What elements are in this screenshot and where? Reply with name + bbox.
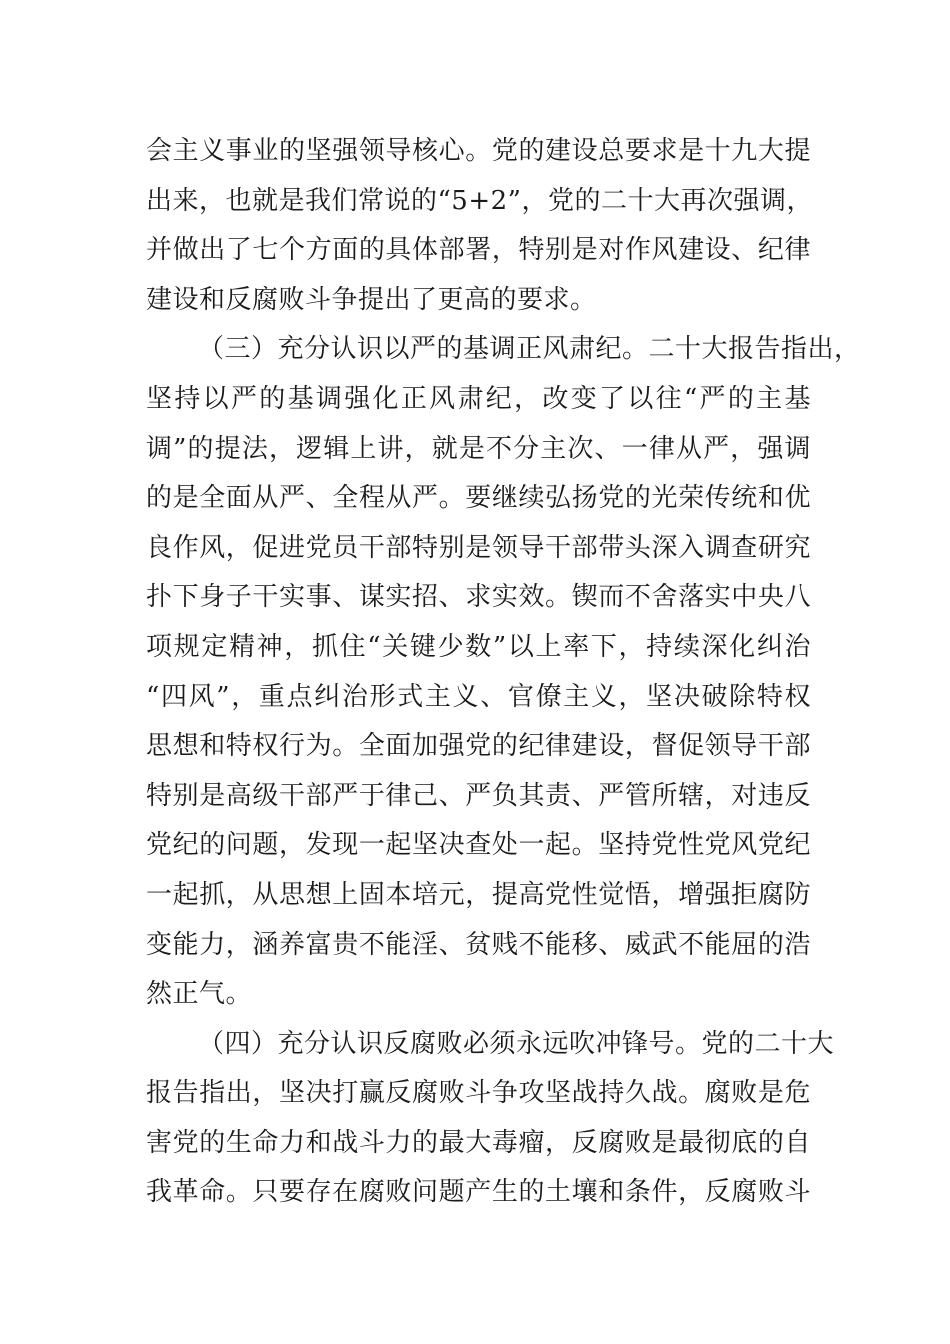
text-line: 党纪的问题，发现一起坚决查处一起。坚持党性党风党纪	[146, 830, 811, 861]
text-line: （四）充分认识反腐败必须永远吹冲锋号。党的二十大	[198, 1028, 835, 1059]
text-line: 扑下身子干实事、谋实招、求实效。锲而不舍落实中央八	[146, 582, 811, 613]
text-line: （三）充分认识以严的基调正风肃纪。二十大报告指出，	[198, 334, 861, 365]
text-line: 良作风，促进党员干部特别是领导干部带头深入调查研究	[146, 532, 811, 563]
document-body	[146, 127, 861, 1218]
text-line: 特别是高级干部严于律己、严负其责、严管所辖，对违反	[146, 780, 811, 811]
text-line: 变能力，涵养富贵不能淫、贫贱不能移、威武不能屈的浩	[146, 929, 811, 960]
text-line: 坚持以严的基调强化正风肃纪，改变了以往“严的主基	[146, 383, 811, 414]
text-line: 报告指出，坚决打赢反腐败斗争攻坚战持久战。腐败是危	[146, 1078, 811, 1109]
text-line: 调”的提法，逻辑上讲，就是不分主次、一律从严，强调	[146, 433, 811, 464]
text-line: 项规定精神，抓住“关键少数”以上率下，持续深化纠治	[146, 631, 811, 662]
text-line: 一起抓，从思想上固本培元，提高党性觉悟，增强拒腐防	[146, 879, 811, 910]
text-line: “四风”，重点纠治形式主义、官僚主义，坚决破除特权	[146, 681, 811, 712]
text-line: 的是全面从严、全程从严。要继续弘扬党的光荣传统和优	[146, 483, 811, 514]
text-line: 然正气。	[146, 979, 253, 1010]
text-line: 建设和反腐败斗争提出了更高的要求。	[146, 284, 597, 315]
text-line: 并做出了七个方面的具体部署，特别是对作风建设、纪律	[146, 235, 811, 266]
text-line: 出来，也就是我们常说的“5+2”，党的二十大再次强调，	[146, 185, 813, 216]
text-line: 会主义事业的坚强领导核心。党的建设总要求是十九大提	[146, 136, 811, 166]
text-line: 害党的生命力和战斗力的最大毒瘤，反腐败是最彻底的自	[146, 1127, 811, 1158]
text-line: 我革命。只要存在腐败问题产生的土壤和条件，反腐败斗	[146, 1177, 811, 1208]
text-line: 思想和特权行为。全面加强党的纪律建设，督促领导干部	[146, 731, 811, 762]
